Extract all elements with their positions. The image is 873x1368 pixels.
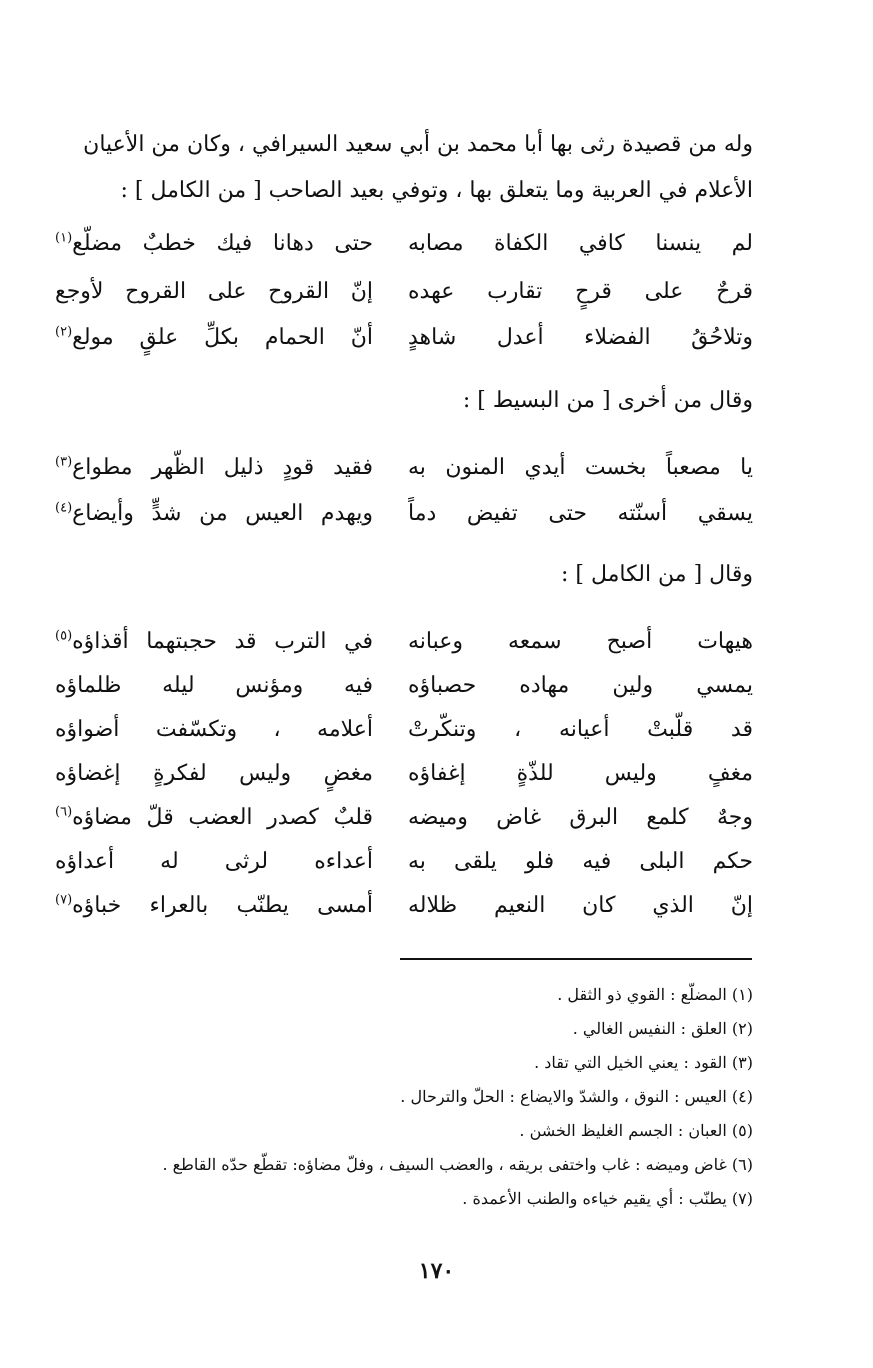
- footnote-marker: (٥): [55, 628, 73, 644]
- footnote: (١) المضلّع : القوي ذو الثقل .: [557, 985, 753, 1004]
- poem-3-verse: [53, 752, 753, 796]
- hemistich-right: وتلاحُقُ الفضلاء أعدل شاهدٍ: [408, 325, 753, 350]
- hemistich-left: فيه ومؤنس ليله ظلماؤه: [55, 673, 373, 698]
- poem-3-verse: [53, 796, 753, 840]
- poem-3-verse: [53, 620, 753, 664]
- hemistich-right: لم ينسنا كافي الكفاة مصابه: [408, 231, 753, 256]
- footnote-marker: (٣): [55, 454, 73, 470]
- hemistich-left: في الترب قد حجبتهما أقذاؤه$^{(٥)}$: [55, 628, 373, 654]
- footnote: (٢) العلق : النفيس الغالي .: [572, 1019, 753, 1038]
- hemistich-left: قلبٌ كصدر العضب قلّ مضاؤه$^{(٦)}$: [55, 804, 373, 830]
- hemistich-right: وجهٌ كلمع البرق غاض وميضه: [408, 805, 753, 830]
- intro-1-line-2: الأعلام في العربية وما يتعلق بها ، وتوفي بعيد الصاحب [ من الكامل ] :: [120, 178, 753, 203]
- hemistich-right: قرحٌ على قرحٍ تقارب عهده: [408, 279, 753, 304]
- hemistich-right: قد قلّبتْ أعيانه ، وتنكّرتْ: [408, 717, 753, 742]
- poem-3-verse: [53, 664, 753, 708]
- intro-1-line-1: وله من قصيدة رثى بها أبا محمد بن أبي سعيد السيرافي ، وكان من الأعيان: [83, 132, 753, 157]
- hemistich-left: حتى دهانا فيك خطبٌ مضلّع$^{(١)}$: [55, 230, 373, 256]
- hemistich-left: أعداءه لرثى له أعداؤه: [55, 849, 373, 874]
- hemistich-left: فقيد قودٍ ذليل الظّهر مطواع$^{(٣)}$: [55, 454, 373, 480]
- footnote-marker: (٢): [55, 324, 73, 340]
- hemistich-left: إنّ القروح على القروح لأوجع: [55, 279, 373, 304]
- hemistich-left: ويهدم العيس من شدٍّ وأيضاع$^{(٤)}$: [55, 500, 373, 526]
- footnote-marker: (٤): [55, 500, 73, 516]
- footnote-divider: [400, 958, 752, 960]
- hemistich-left: أمسى يطنّب بالعراء خباؤه$^{(٧)}$: [55, 892, 373, 918]
- footnote: (٥) العبان : الجسم الغليظ الخشن .: [519, 1121, 753, 1140]
- hemistich-right: مغفٍ وليس للذّةٍ إغفاؤه: [408, 761, 753, 786]
- hemistich-right: هيهات أصبح سمعه وعبانه: [408, 629, 753, 654]
- hemistich-left: أنّ الحمام بكلِّ علقٍ مولع$^{(٢)}$: [55, 324, 373, 350]
- hemistich-right: يمسي ولين مهاده حصباؤه: [408, 673, 753, 698]
- poem-3-verse: [53, 708, 753, 752]
- footnote: (٤) العيس : النوق ، والشدّ والايضاع : الحلّ والترحال .: [400, 1087, 753, 1106]
- hemistich-right: حكم البلى فيه فلو يلقى به: [408, 849, 753, 874]
- hemistich-left: أعلامه ، وتكسّفت أضواؤه: [55, 717, 373, 742]
- poem-1-verse: [53, 316, 753, 360]
- footnote-marker: (٧): [55, 892, 73, 908]
- poem-3-verse: [53, 840, 753, 884]
- page-number: ١٧٠: [418, 1258, 455, 1284]
- hemistich-left: مغضٍ وليس لفكرةٍ إغضاؤه: [55, 761, 373, 786]
- intro-3: وقال [ من الكامل ] :: [560, 562, 753, 587]
- hemistich-right: إنّ الذي كان النعيم ظلاله: [408, 893, 753, 918]
- footnote: (٦) غاض وميضه : غاب واختفى بريقه ، والعضب السيف ، وفلّ مضاؤه: تقطّع حدّه القاطع .: [162, 1155, 753, 1174]
- footnote-marker: (٦): [55, 804, 73, 820]
- poem-1-verse: [53, 270, 753, 314]
- footnote: (٣) القود : يعني الخيل التي تقاد .: [534, 1053, 753, 1072]
- poem-1-verse: [53, 222, 753, 266]
- poem-3-verse: [53, 884, 753, 928]
- hemistich-right: يا مصعباً بخست أيدي المنون به: [408, 455, 753, 480]
- hemistich-right: يسقي أسنّته حتى تفيض دماً: [408, 501, 753, 526]
- footnote-marker: (١): [55, 230, 73, 246]
- footnote: (٧) يطنّب : أي يقيم خياءه والطنب الأعمدة .: [462, 1189, 753, 1208]
- intro-paragraph-1: [53, 122, 753, 214]
- intro-2: وقال من أخرى [ من البسيط ] :: [462, 388, 753, 413]
- poem-2-verse: [53, 446, 753, 490]
- poem-2-verse: [53, 492, 753, 536]
